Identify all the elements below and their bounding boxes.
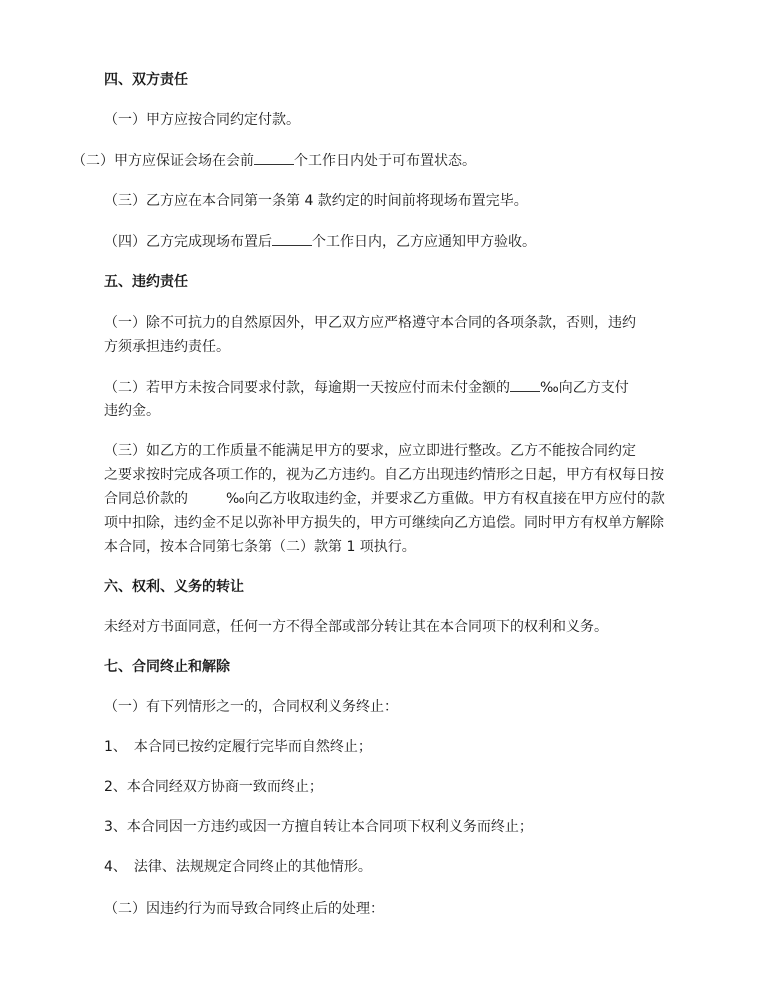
clause-5-3-line2: 之要求按时完成各项工作的，视为乙方违约。自乙方出现违约情形之日起，甲方有权每日按: [104, 467, 664, 483]
clause-4-2-text-a: （二）甲方应保证会场在会前: [72, 153, 254, 169]
clause-7-1: （一）有下列情形之一的，合同权利义务终止：: [104, 699, 398, 715]
clause-5-2-line2: 违约金。: [104, 403, 160, 419]
clause-4-4: [104, 231, 536, 252]
clause-5-1-line2: 方须承担违约责任。: [104, 339, 230, 355]
clause-4-2-text-b: 个工作日内处于可布置状态。: [294, 153, 476, 169]
blank-field: [254, 150, 294, 165]
section-heading-liability: 五、违约责任: [104, 274, 188, 290]
blank-field: [510, 377, 540, 392]
clause-6-1: 未经对方书面同意，任何一方不得全部或部分转让其在本合同项下的权利和义务。: [104, 619, 608, 635]
clause-5-3-line4: 项中扣除，违约金不足以弥补甲方损失的，甲方可继续向乙方追偿。同时甲方有权单方解除: [104, 515, 664, 531]
clause-5-3-line5: 本合同，按本合同第七条第（二）款第 1 项执行。: [104, 539, 416, 555]
clause-5-3-text-a: 合同总价款的: [104, 491, 188, 507]
clause-4-2: [72, 150, 476, 171]
clause-7-2: （二）因违约行为而导致合同终止后的处理：: [104, 901, 384, 917]
section-heading-transfer: 六、权利、义务的转让: [104, 579, 244, 595]
clause-4-4-text-b: 个工作日内，乙方应通知甲方验收。: [312, 234, 536, 250]
clause-5-3-line1: （三）如乙方的工作质量不能满足甲方的要求，应立即进行整改。乙方不能按合同约定: [104, 443, 636, 459]
clause-4-1: （一）甲方应按合同约定付款。: [104, 112, 300, 128]
clause-5-2-text-a: （二）若甲方未按合同要求付款，每逾期一天按应付而未付金额的: [104, 380, 510, 396]
blank-field: [272, 231, 312, 246]
list-item-7-1-3: 3、本合同因一方违约或因一方擅自转让本合同项下权利义务而终止；: [104, 819, 533, 835]
section-heading-termination: 七、合同终止和解除: [104, 659, 230, 675]
clause-5-2-text-b: ‰向乙方支付: [540, 380, 629, 396]
clause-4-4-text-a: （四）乙方完成现场布置后: [104, 234, 272, 250]
list-item-7-1-2: 2、本合同经双方协商一致而终止；: [104, 779, 323, 795]
list-item-7-1-4: 4、 法律、法规规定合同终止的其他情形。: [104, 859, 372, 875]
clause-5-3-text-b: ‰向乙方收取违约金，并要求乙方重做。甲方有权直接在甲方应付的款: [226, 491, 665, 507]
section-heading-responsibilities: 四、双方责任: [104, 72, 188, 88]
clause-5-2-line1: [104, 377, 629, 398]
clause-5-1-line1: （一）除不可抗力的自然原因外，甲乙双方应严格遵守本合同的各项条款，否则，违约: [104, 315, 636, 331]
clause-5-3-line3: [104, 489, 665, 509]
clause-4-3: （三）乙方应在本合同第一条第 4 款约定的时间前将现场布置完毕。: [104, 193, 528, 209]
list-item-7-1-1: 1、 本合同已按约定履行完毕而自然终止；: [104, 739, 372, 755]
